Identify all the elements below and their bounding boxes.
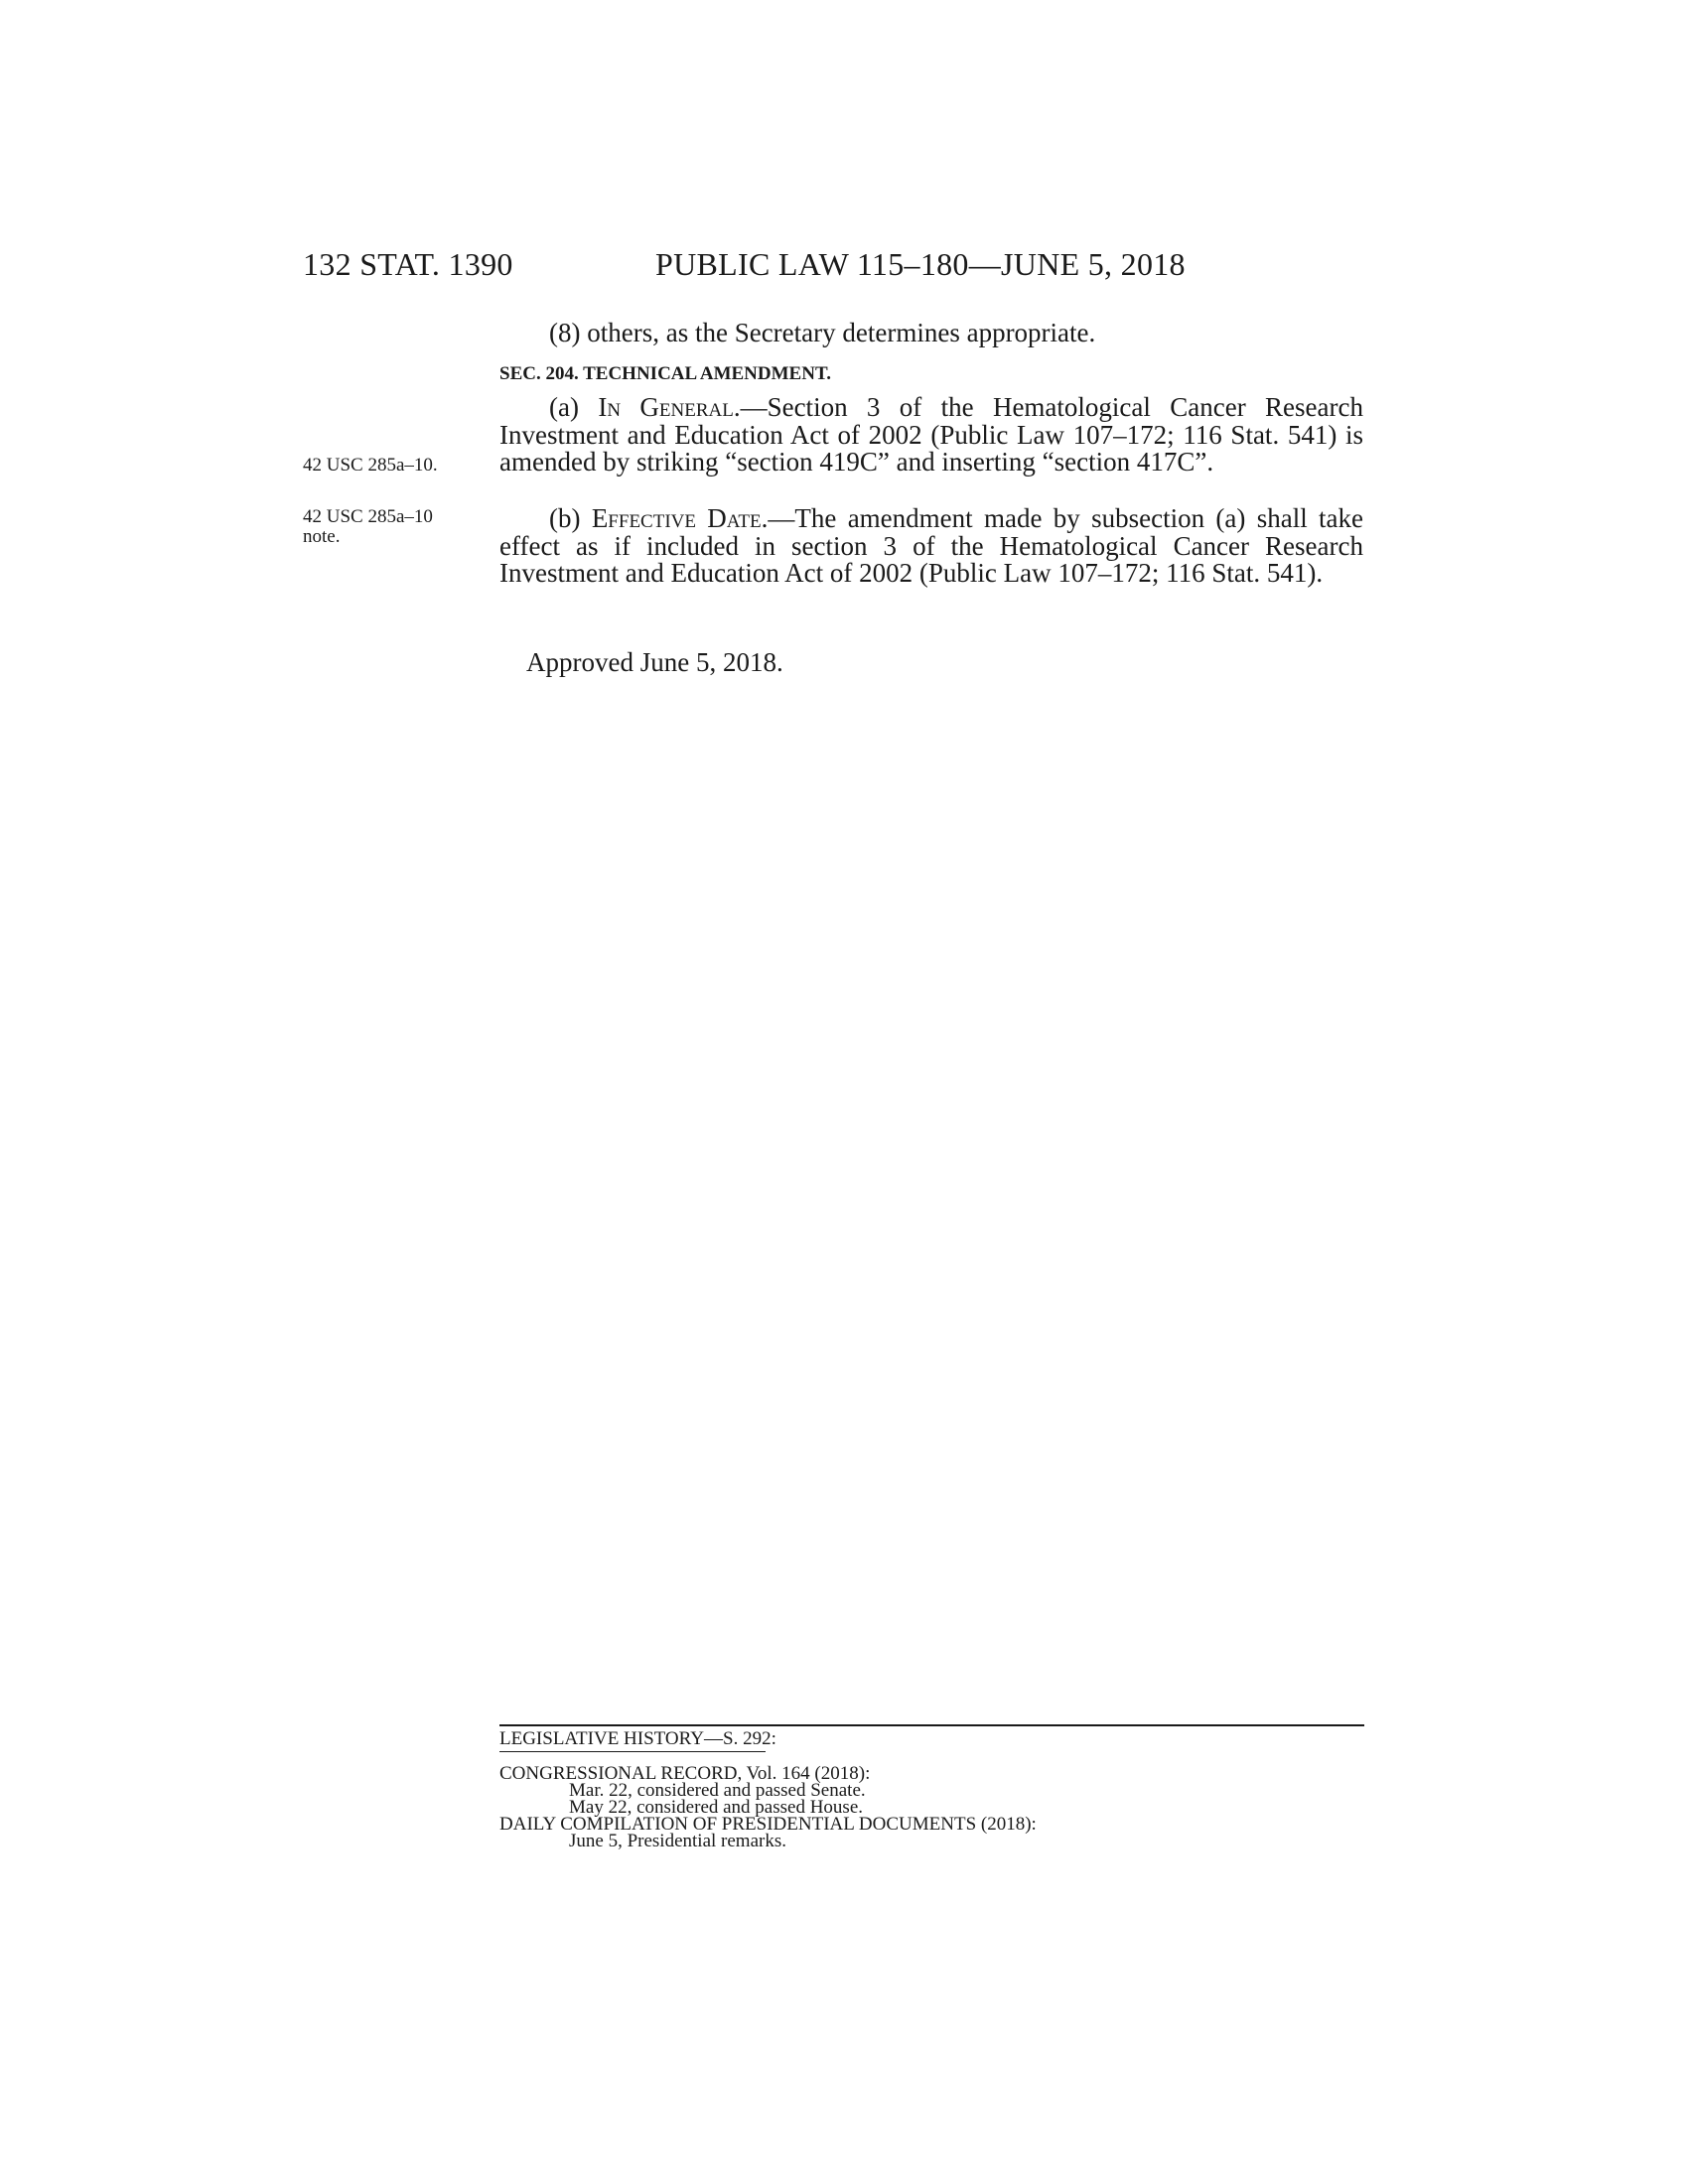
section-heading: SEC. 204. TECHNICAL AMENDMENT. (499, 363, 831, 384)
paragraph-label: (a) (549, 392, 599, 422)
legislative-history-underline (499, 1751, 766, 1752)
legislative-history-line: CONGRESSIONAL RECORD, Vol. 164 (2018): (499, 1763, 871, 1784)
legislative-history-line: Mar. 22, considered and passed Senate. (569, 1780, 866, 1801)
legislative-history-line: May 22, considered and passed House. (569, 1797, 864, 1818)
margin-note-line: note. (303, 526, 341, 547)
paragraph-heading: In General (598, 392, 734, 422)
legislative-history-line: June 5, Presidential remarks. (569, 1831, 786, 1851)
margin-note-usc-note (303, 507, 433, 547)
paragraph-text: .—Section 3 of the Hematological Cancer Research Investment and Education Act of 2002 (Public Law 107–172; 116 Stat. 541) is amended by striking “section 419C” and inserting “section 417C”. (499, 392, 1363, 477)
paragraph-label: (b) (549, 503, 592, 533)
paragraph-b (499, 505, 1363, 588)
margin-note-usc: 42 USC 285a–10. (303, 455, 438, 476)
approval-date: Approved June 5, 2018. (526, 647, 783, 677)
legislative-history-line: DAILY COMPILATION OF PRESIDENTIAL DOCUMENTS (2018): (499, 1814, 1037, 1835)
list-item-8: (8) others, as the Secretary determines appropriate. (549, 318, 1096, 347)
margin-note-line: 42 USC 285a–10 (303, 506, 433, 527)
paragraph-text: .—The amendment made by subsection (a) shall take effect as if included in section 3 of the Hematological Cancer Research Investment and Education Act of 2002 (Public Law 107–172; 116 Stat. 541). (499, 503, 1363, 588)
paragraph-heading: Effective Date (591, 503, 762, 533)
legislative-history-title: LEGISLATIVE HISTORY—S. 292: (499, 1728, 776, 1749)
footer-divider (499, 1724, 1364, 1726)
running-header-title: PUBLIC LAW 115–180—JUNE 5, 2018 (655, 246, 1186, 282)
paragraph-a (499, 394, 1363, 477)
page-reference: 132 STAT. 1390 (303, 246, 513, 282)
